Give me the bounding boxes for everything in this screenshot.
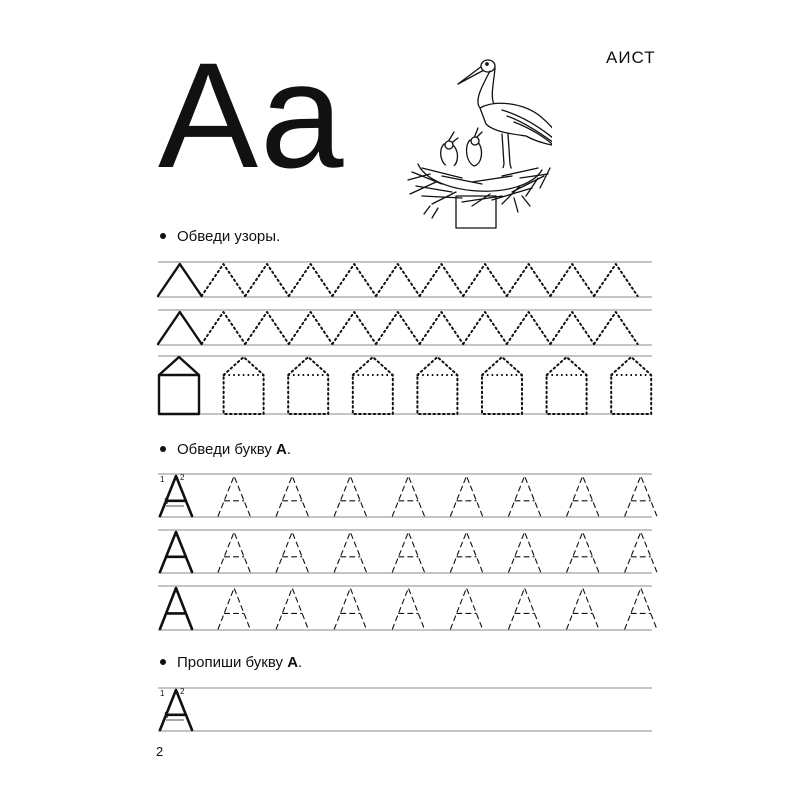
- letter-a-trace: [451, 588, 483, 629]
- stroke-number: 3: [164, 497, 169, 506]
- house-trace: [547, 357, 587, 414]
- letter-a-trace: [276, 588, 308, 629]
- zigzag-trace: [550, 264, 594, 296]
- zigzag-sample: [158, 264, 202, 296]
- instruction-text: Пропиши букву: [177, 654, 288, 671]
- house-trace: [417, 357, 457, 414]
- house-trace: [288, 357, 328, 414]
- zigzag-trace: [289, 264, 333, 296]
- stroke-number: 2: [180, 473, 185, 482]
- letter-a-trace: [392, 532, 424, 572]
- zigzag-trace: [507, 312, 551, 344]
- instruction-text: Обведи узоры.: [177, 228, 281, 245]
- letter-a-sample: [160, 532, 192, 572]
- zigzag-trace: [202, 312, 246, 344]
- zigzag-trace: [202, 264, 246, 296]
- zigzag-trace: [550, 312, 594, 344]
- zigzag-trace: [376, 264, 420, 296]
- zigzag-trace: [594, 264, 638, 296]
- title-letters: Aa: [158, 31, 346, 199]
- letter-a-trace: [392, 588, 424, 629]
- zigzag-trace: [245, 264, 289, 296]
- zigzag-trace: [420, 264, 464, 296]
- house-trace: [482, 357, 522, 414]
- zigzag-trace: [420, 312, 464, 344]
- letter-a-trace: [567, 588, 599, 629]
- letter-a-trace: [625, 588, 657, 629]
- zigzag-trace: [245, 312, 289, 344]
- zigzag-trace: [376, 312, 420, 344]
- letter-a-trace: [392, 476, 424, 516]
- letter-a-trace: [567, 532, 599, 572]
- title-word: АИСТ: [606, 48, 656, 67]
- letter-a-trace: [567, 476, 599, 516]
- instruction-suffix: .: [286, 441, 292, 458]
- letter-a-trace: [218, 532, 250, 572]
- stroke-number: 1: [160, 475, 165, 484]
- zigzag-trace: [594, 312, 638, 344]
- letter-a-sample: [160, 690, 192, 730]
- zigzag-trace: [507, 264, 551, 296]
- page-number: 2: [156, 744, 164, 759]
- house-sample: [159, 357, 199, 414]
- house-trace: [224, 357, 264, 414]
- letter-a-trace: [509, 532, 541, 572]
- zigzag-sample: [158, 312, 202, 344]
- stroke-number: 2: [180, 687, 185, 696]
- stroke-number: 1: [160, 689, 165, 698]
- instruction-bold-letter: А: [287, 654, 299, 671]
- instruction-bold-letter: А: [276, 441, 287, 458]
- instruction-text: Обведи букву: [177, 441, 277, 458]
- letter-a-trace: [509, 476, 541, 516]
- zigzag-trace: [332, 312, 376, 344]
- letter-a-trace: [625, 532, 657, 572]
- letter-a-trace: [451, 532, 483, 572]
- zigzag-trace: [289, 312, 333, 344]
- letter-a-sample: [160, 588, 192, 629]
- instruction-suffix: .: [298, 654, 303, 671]
- zigzag-trace: [463, 312, 507, 344]
- letter-a-trace: [276, 476, 308, 516]
- house-trace: [353, 357, 393, 414]
- letter-a-sample: [160, 476, 192, 516]
- zigzag-trace: [463, 264, 507, 296]
- zigzag-trace: [332, 264, 376, 296]
- stroke-number: 3: [164, 711, 169, 720]
- letter-a-trace: [625, 476, 657, 516]
- letter-a-trace: [509, 588, 541, 629]
- letter-a-trace: [276, 532, 308, 572]
- letter-a-trace: [334, 588, 366, 629]
- house-trace: [611, 357, 651, 414]
- letter-a-trace: [218, 476, 250, 516]
- letter-a-trace: [218, 588, 250, 629]
- letter-a-trace: [334, 476, 366, 516]
- letter-a-trace: [451, 476, 483, 516]
- letter-a-trace: [334, 532, 366, 572]
